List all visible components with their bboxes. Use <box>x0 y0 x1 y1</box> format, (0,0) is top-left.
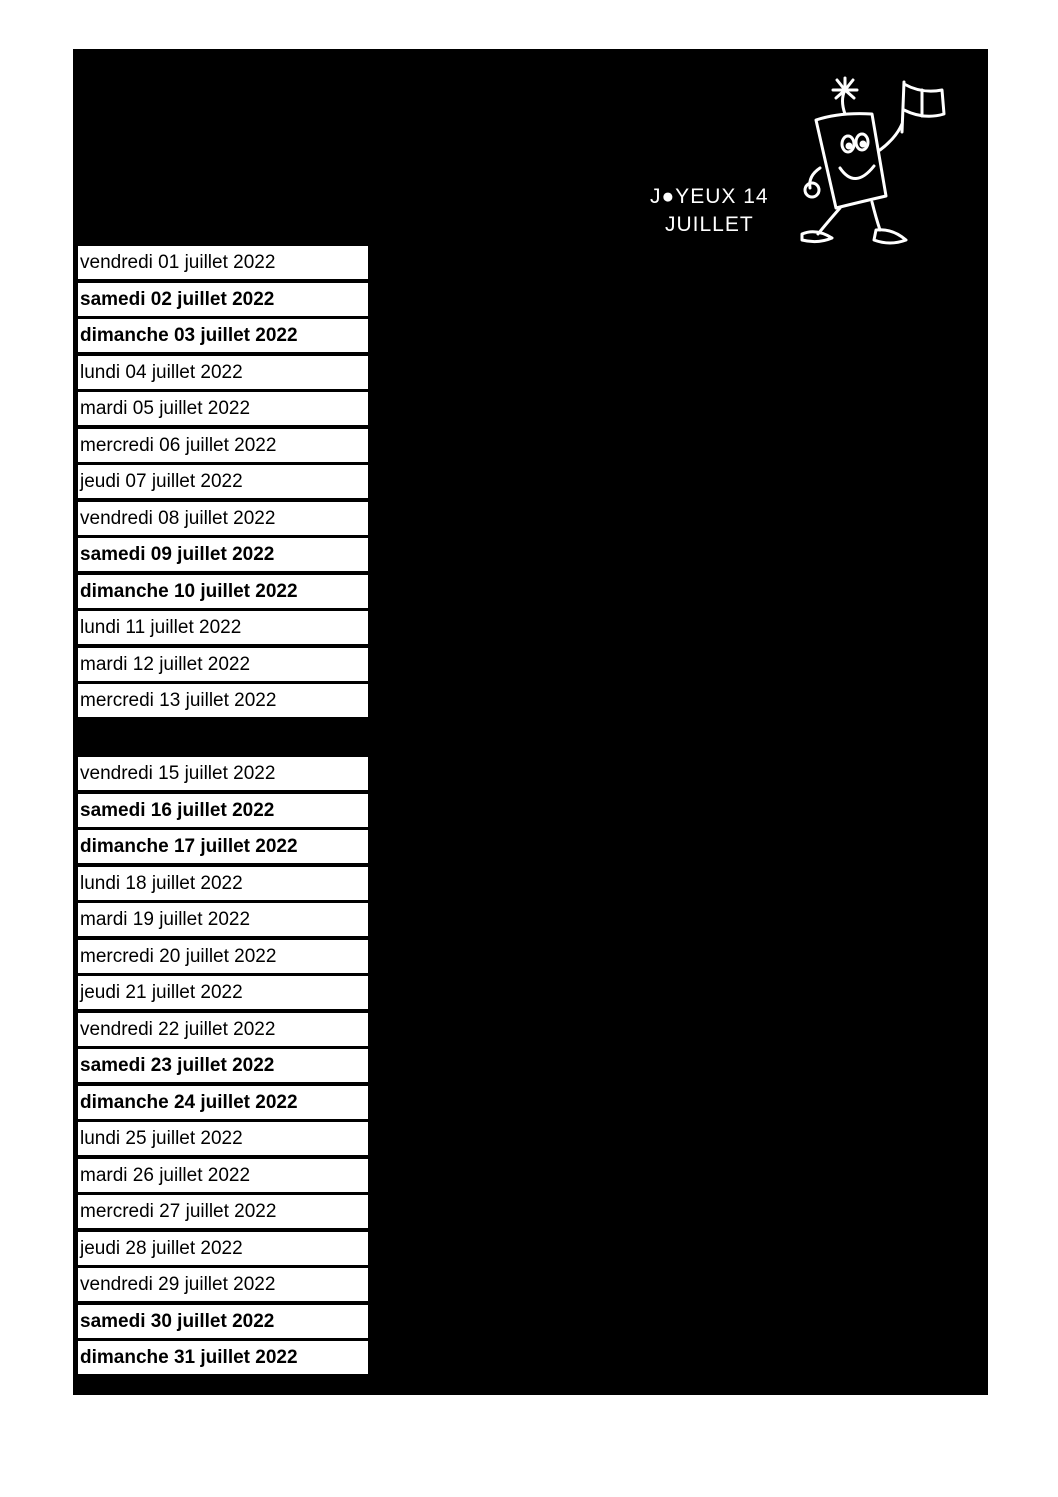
day-cell: mardi 12 juillet 2022 <box>78 648 368 681</box>
day-cell: samedi 02 juillet 2022 <box>78 283 368 316</box>
day-cell: samedi 09 juillet 2022 <box>78 538 368 571</box>
days-list-first <box>78 246 368 721</box>
day-cell: jeudi 07 juillet 2022 <box>78 465 368 498</box>
day-cell: dimanche 10 juillet 2022 <box>78 575 368 608</box>
day-cell: mercredi 20 juillet 2022 <box>78 940 368 973</box>
firecracker-mascot-with-flag-icon <box>640 68 960 250</box>
day-cell: lundi 25 juillet 2022 <box>78 1122 368 1155</box>
day-cell: jeudi 21 juillet 2022 <box>78 976 368 1009</box>
day-cell: lundi 11 juillet 2022 <box>78 611 368 644</box>
day-cell: vendredi 22 juillet 2022 <box>78 1013 368 1046</box>
day-cell: mardi 26 juillet 2022 <box>78 1159 368 1192</box>
day-cell: vendredi 08 juillet 2022 <box>78 502 368 535</box>
day-cell: lundi 04 juillet 2022 <box>78 356 368 389</box>
day-cell: mardi 05 juillet 2022 <box>78 392 368 425</box>
day-cell: dimanche 17 juillet 2022 <box>78 830 368 863</box>
day-cell: mardi 19 juillet 2022 <box>78 903 368 936</box>
day-cell: vendredi 29 juillet 2022 <box>78 1268 368 1301</box>
day-cell: mercredi 13 juillet 2022 <box>78 684 368 717</box>
day-cell: samedi 16 juillet 2022 <box>78 794 368 827</box>
day-cell: dimanche 24 juillet 2022 <box>78 1086 368 1119</box>
days-list-second <box>78 757 368 1378</box>
day-cell: dimanche 03 juillet 2022 <box>78 319 368 352</box>
day-cell: vendredi 15 juillet 2022 <box>78 757 368 790</box>
day-cell: mercredi 06 juillet 2022 <box>78 429 368 462</box>
day-cell: dimanche 31 juillet 2022 <box>78 1341 368 1374</box>
day-cell: mercredi 27 juillet 2022 <box>78 1195 368 1228</box>
day-cell: samedi 23 juillet 2022 <box>78 1049 368 1082</box>
banner-line-1: J●YEUX 14 <box>650 185 769 208</box>
day-cell: vendredi 01 juillet 2022 <box>78 246 368 279</box>
day-cell: jeudi 28 juillet 2022 <box>78 1232 368 1265</box>
banner-line-2: JUILLET <box>665 213 754 236</box>
day-cell: samedi 30 juillet 2022 <box>78 1305 368 1338</box>
day-cell: lundi 18 juillet 2022 <box>78 867 368 900</box>
